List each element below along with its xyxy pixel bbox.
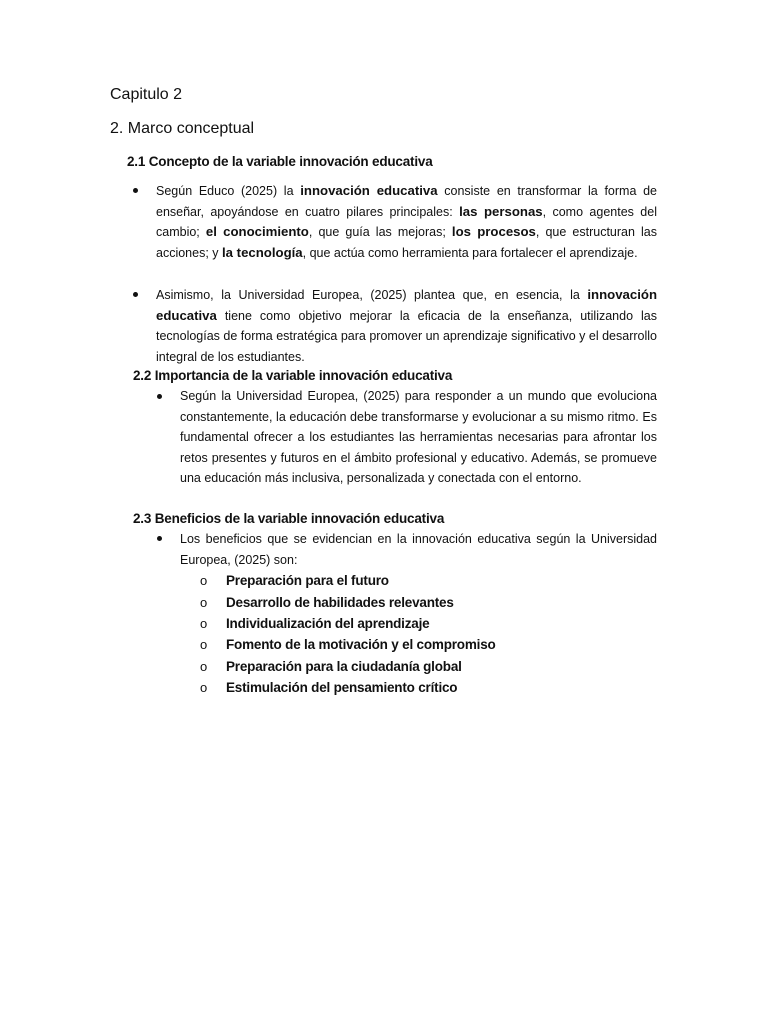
paragraph-2-3: Los beneficios que se evidencian en la innovación educativa según la Universidad Europea, (2025) son:	[180, 532, 657, 567]
circle-bullet-icon: o	[200, 680, 208, 696]
heading-2-1: 2.1 Concepto de la variable innovación educativa	[127, 154, 433, 169]
list-item: o Fomento de la motivación y el compromiso	[200, 637, 496, 653]
list-item: o Individualización del aprendizaje	[200, 615, 430, 631]
paragraph-2-1-a: Según Educo (2025) la innovación educativa consiste en transformar la forma de enseñar, apoyándose en cuatro pilares principales: las personas, como agentes del cambio; el conocimiento, que guía las mejoras; los procesos, que estructuran las acciones; y la tecnología, que actúa como herramienta para fortalecer el aprendizaje.	[156, 183, 658, 260]
heading-2-2: 2.2 Importancia de la variable innovación educativa	[133, 368, 453, 383]
bullet-icon	[133, 188, 138, 193]
section-title: 2. Marco conceptual	[110, 120, 255, 137]
benefits-list	[200, 570, 496, 698]
bullet-icon	[157, 536, 162, 541]
list-item: o Preparación para la ciudadanía global	[200, 658, 462, 674]
bullet-icon	[157, 394, 162, 399]
circle-bullet-icon: o	[200, 615, 208, 631]
list-item: o Preparación para el futuro	[200, 573, 389, 589]
list-item: o Estimulación del pensamiento crítico	[200, 680, 458, 696]
heading-2-3: 2.3 Beneficios de la variable innovación educativa	[133, 511, 445, 526]
bullet-icon	[133, 292, 138, 297]
circle-bullet-icon: o	[200, 573, 208, 589]
paragraph-2-1-b: Asimismo, la Universidad Europea, (2025) plantea que, en esencia, la innovación educativa tiene como objetivo mejorar la eficacia de la enseñanza, utilizando las tecnologías de forma estratégica para promover un aprendizaje significativo y el desarrollo integral de los estudiantes.	[156, 287, 657, 364]
circle-bullet-icon: o	[200, 637, 208, 653]
paragraph-2-2: Según la Universidad Europea, (2025) para responder a un mundo que evoluciona constantemente, la educación debe transformarse y evolucionar a su mismo ritmo. Es fundamental ofrecer a los estudiantes las herramientas necesarias para afrontar los retos presentes y futuros en el ámbito profesional y educativo. Además, se promueve una educación más inclusiva, personalizada y conectada con el entorno.	[180, 389, 657, 485]
circle-bullet-icon: o	[200, 658, 208, 674]
circle-bullet-icon: o	[200, 594, 208, 610]
list-item: o Desarrollo de habilidades relevantes	[200, 594, 454, 610]
chapter-title: Capitulo 2	[110, 86, 183, 103]
